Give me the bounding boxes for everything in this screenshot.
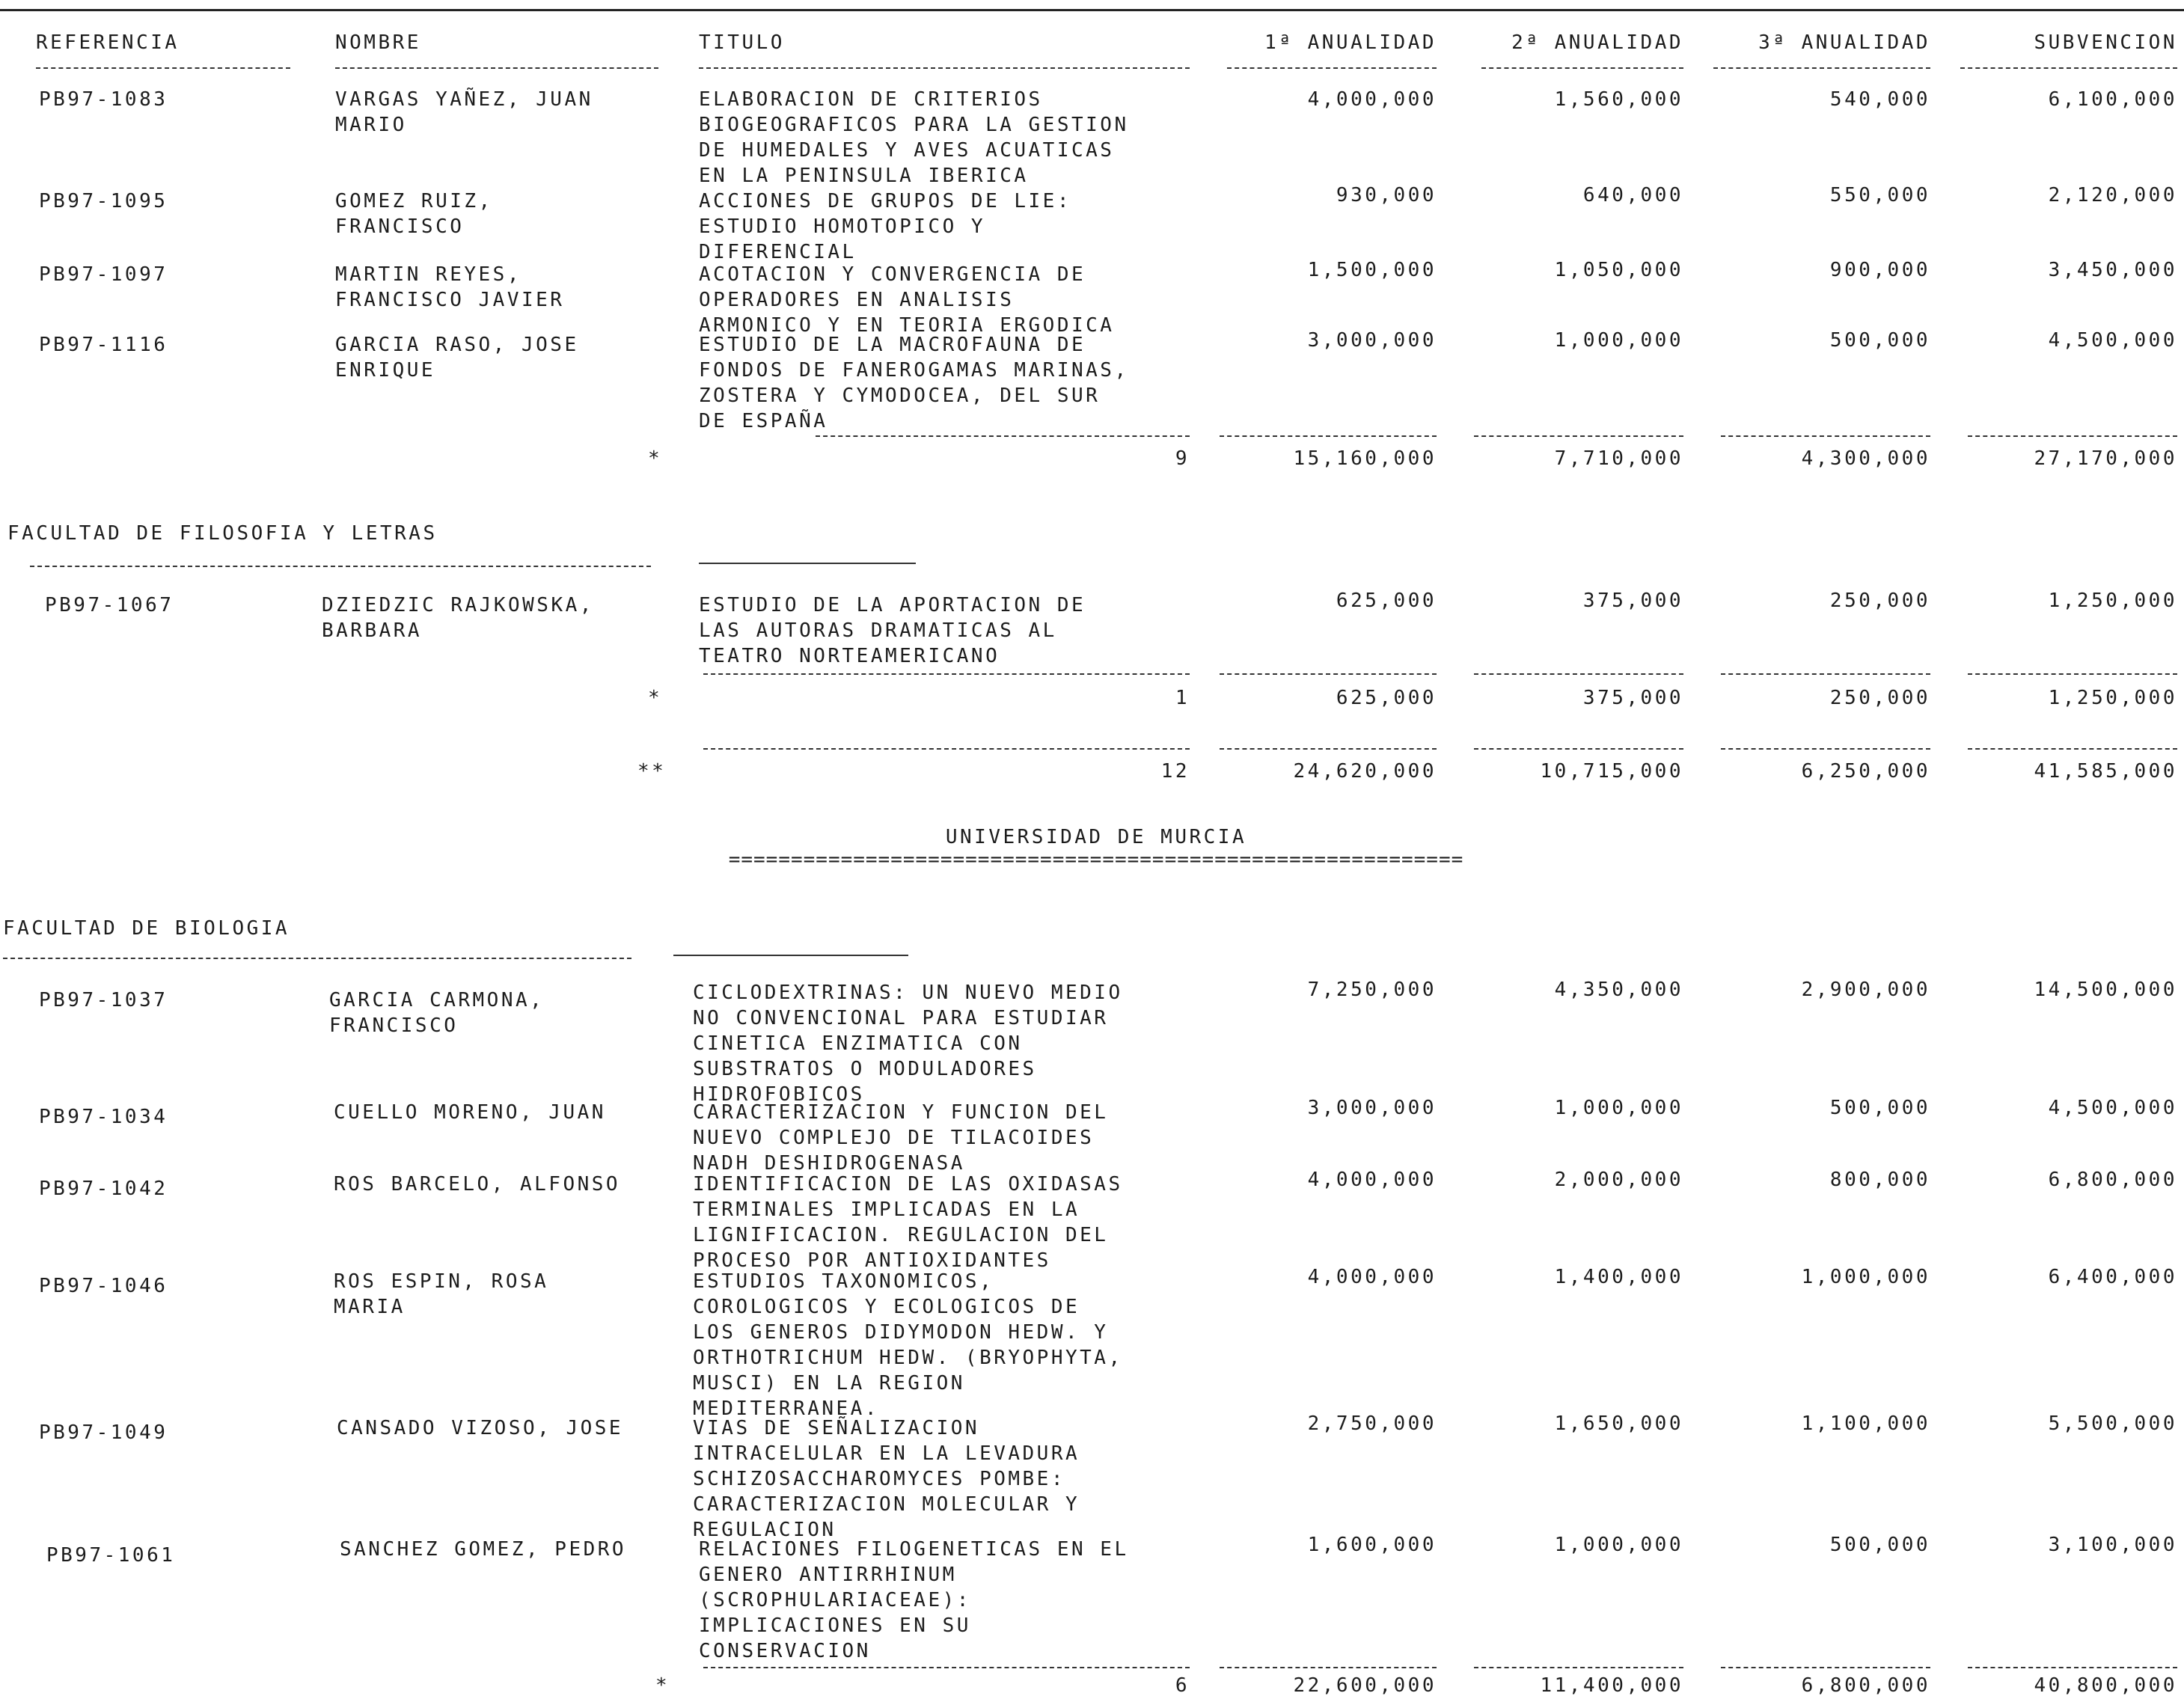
faculty-rule [673,955,908,956]
row-anualidad-1: 625,000 [1336,590,1437,612]
row-anualidad-2: 1,560,000 [1554,88,1683,111]
row-referencia: PB97-1097 [39,263,168,286]
header-nombre: NOMBRE [335,31,421,54]
row-anualidad-2: 1,650,000 [1554,1412,1683,1435]
row-subvencion: 5,500,000 [2048,1412,2177,1435]
subtotal-rule [816,435,1190,437]
row-subvencion: 3,450,000 [2048,259,2177,281]
header-subvencion: SUBVENCION [2034,31,2177,54]
row-subvencion: 6,800,000 [2048,1169,2177,1191]
row-titulo: ELABORACION DE CRITERIOS BIOGEOGRAFICOS PARA LA GESTION DE HUMEDALES Y AVES ACUATICAS EN LA PENINSULA IBERICA [699,88,1129,187]
row-titulo: CICLODEXTRINAS: UN NUEVO MEDIO NO CONVENCIONAL PARA ESTUDIAR CINETICA ENZIMATICA CON SUBSTRATOS O MODULADORES HIDROFOBICOS [693,982,1123,1106]
row-anualidad-1: 4,000,000 [1307,1266,1437,1288]
university-underline: =========================================================== [728,848,1464,871]
total-anualidad-1: 24,620,000 [1293,760,1437,783]
row-subvencion: 4,500,000 [2048,329,2177,352]
faculty-heading: FACULTAD DE BIOLOGIA [3,917,290,940]
row-anualidad-2: 640,000 [1582,184,1683,206]
row-nombre: GOMEZ RUIZ, FRANCISCO [335,190,493,238]
total-rule [1474,748,1683,750]
row-anualidad-2: 375,000 [1582,590,1683,612]
row-anualidad-3: 250,000 [1829,590,1930,612]
row-referencia: PB97-1083 [39,88,168,111]
row-titulo: ESTUDIOS TAXONOMICOS, COROLOGICOS Y ECOLOGICOS DE LOS GENEROS DIDYMODON HEDW. Y ORTHOTRICHUM HEDW. (BRYOPHYTA, MUSCI) EN LA REGION MEDITERRANEA. [693,1270,1123,1420]
row-nombre: ROS BARCELO, ALFONSO [334,1173,621,1196]
row-anualidad-1: 1,500,000 [1307,259,1437,281]
row-anualidad-2: 1,050,000 [1554,259,1683,281]
subtotal-anualidad-1: 625,000 [1336,687,1437,709]
row-referencia: PB97-1046 [39,1275,168,1297]
total-anualidad-3: 6,250,000 [1801,760,1930,783]
subtotal-subvencion: 40,800,000 [2034,1674,2177,1697]
row-nombre: GARCIA CARMONA, FRANCISCO [329,989,545,1037]
row-referencia: PB97-1034 [39,1106,168,1128]
subtotal-rule [1220,1667,1437,1668]
row-referencia: PB97-1067 [45,594,174,616]
row-titulo: IDENTIFICACION DE LAS OXIDASAS TERMINALES IMPLICADAS EN LA LIGNIFICACION. REGULACION DEL PROCESO POR ANTIOXIDANTES [693,1173,1123,1272]
row-subvencion: 2,120,000 [2048,184,2177,206]
row-referencia: PB97-1095 [39,190,168,212]
subtotal-rule [703,1667,1190,1668]
header-rule [1481,67,1683,69]
row-subvencion: 3,100,000 [2048,1534,2177,1556]
row-nombre: SANCHEZ GOMEZ, PEDRO [340,1538,627,1561]
row-subvencion: 6,100,000 [2048,88,2177,111]
total-rule [1220,748,1437,750]
subtotal-rule [1721,435,1930,437]
header-rule [1227,67,1437,69]
row-anualidad-2: 1,000,000 [1554,1534,1683,1556]
row-anualidad-2: 4,350,000 [1554,979,1683,1001]
row-nombre: CUELLO MORENO, JUAN [334,1101,606,1124]
total-count: 12 [1160,760,1190,783]
row-anualidad-1: 1,600,000 [1307,1534,1437,1556]
row-nombre: DZIEDZIC RAJKOWSKA, BARBARA [322,594,594,642]
row-titulo: CARACTERIZACION Y FUNCION DEL NUEVO COMPLEJO DE TILACOIDES NADH DESHIDROGENASA [693,1101,1109,1175]
row-anualidad-2: 1,000,000 [1554,1097,1683,1119]
header-referencia: REFERENCIA [36,31,180,54]
faculty-rule [3,958,631,959]
row-subvencion: 6,400,000 [2048,1266,2177,1288]
row-anualidad-2: 1,000,000 [1554,329,1683,352]
row-anualidad-3: 2,900,000 [1801,979,1930,1001]
subtotal-rule [1968,673,2177,675]
header-rule [1960,67,2177,69]
subtotal-rule [703,673,1190,675]
subtotal-mark: * [655,1674,670,1697]
university-heading: UNIVERSIDAD DE MURCIA [945,826,1247,848]
total-anualidad-2: 10,715,000 [1540,760,1683,783]
row-anualidad-3: 500,000 [1829,1534,1930,1556]
header-anualidad-1: 1ª ANUALIDAD [1264,31,1437,54]
row-anualidad-1: 7,250,000 [1307,979,1437,1001]
row-titulo: RELACIONES FILOGENETICAS EN EL GENERO ANTIRRHINUM (SCROPHULARIACEAE): IMPLICACIONES EN SU CONSERVACION [699,1538,1129,1662]
subtotal-count: 1 [1175,687,1190,709]
row-nombre: MARTIN REYES, FRANCISCO JAVIER [335,263,565,311]
header-rule [699,67,1190,69]
subtotal-rule [1968,1667,2177,1668]
total-subvencion: 41,585,000 [2034,760,2177,783]
row-anualidad-3: 900,000 [1829,259,1930,281]
row-titulo: ESTUDIO DE LA APORTACION DE LAS AUTORAS DRAMATICAS AL TEATRO NORTEAMERICANO [699,594,1086,667]
row-anualidad-3: 550,000 [1829,184,1930,206]
row-anualidad-2: 2,000,000 [1554,1169,1683,1191]
subtotal-rule [1968,435,2177,437]
subtotal-count: 6 [1175,1674,1190,1697]
row-referencia: PB97-1042 [39,1178,168,1200]
header-rule [36,67,290,69]
faculty-rule [699,563,916,564]
row-referencia: PB97-1037 [39,989,168,1011]
faculty-heading: FACULTAD DE FILOSOFIA Y LETRAS [7,522,438,545]
subtotal-rule [1220,673,1437,675]
row-subvencion: 4,500,000 [2048,1097,2177,1119]
row-anualidad-3: 800,000 [1829,1169,1930,1191]
row-anualidad-3: 500,000 [1829,1097,1930,1119]
row-anualidad-3: 1,100,000 [1801,1412,1930,1435]
subtotal-rule [1721,673,1930,675]
row-titulo: ACCIONES DE GRUPOS DE LIE: ESTUDIO HOMOTOPICO Y DIFERENCIAL [699,190,1071,263]
row-referencia: PB97-1061 [46,1544,176,1567]
subtotal-mark: * [648,687,663,709]
subtotal-anualidad-3: 6,800,000 [1801,1674,1930,1697]
subtotal-anualidad-1: 15,160,000 [1293,447,1437,470]
row-anualidad-1: 2,750,000 [1307,1412,1437,1435]
subtotal-rule [1721,1667,1930,1668]
top-border [0,9,2184,11]
row-titulo: ACOTACION Y CONVERGENCIA DE OPERADORES EN ANALISIS ARMONICO Y EN TEORIA ERGODICA [699,263,1115,337]
header-anualidad-3: 3ª ANUALIDAD [1758,31,1930,54]
row-anualidad-3: 540,000 [1829,88,1930,111]
faculty-rule [30,566,651,567]
row-anualidad-3: 1,000,000 [1801,1266,1930,1288]
subtotal-anualidad-3: 250,000 [1829,687,1930,709]
row-referencia: PB97-1116 [39,334,168,356]
total-mark: ** [637,760,667,783]
subtotal-count: 9 [1175,447,1190,470]
header-rule [1713,67,1930,69]
row-nombre: ROS ESPIN, ROSA MARIA [334,1270,549,1318]
subtotal-rule [1474,673,1683,675]
row-anualidad-3: 500,000 [1829,329,1930,352]
total-rule [1721,748,1930,750]
row-anualidad-2: 1,400,000 [1554,1266,1683,1288]
row-titulo: VIAS DE SEÑALIZACION INTRACELULAR EN LA LEVADURA SCHIZOSACCHAROMYCES POMBE: CARACTERIZACION MOLECULAR Y REGULACION [693,1417,1080,1541]
row-anualidad-1: 4,000,000 [1307,88,1437,111]
row-anualidad-1: 3,000,000 [1307,1097,1437,1119]
row-anualidad-1: 3,000,000 [1307,329,1437,352]
subtotal-subvencion: 27,170,000 [2034,447,2177,470]
row-titulo: ESTUDIO DE LA MACROFAUNA DE FONDOS DE FANEROGAMAS MARINAS, ZOSTERA Y CYMODOCEA, DEL SUR DE ESPAÑA [699,334,1129,432]
subtotal-anualidad-1: 22,600,000 [1293,1674,1437,1697]
subtotal-rule [1474,1667,1683,1668]
subtotal-mark: * [648,447,663,470]
subtotal-anualidad-2: 375,000 [1582,687,1683,709]
row-nombre: GARCIA RASO, JOSE ENRIQUE [335,334,579,382]
header-anualidad-2: 2ª ANUALIDAD [1511,31,1683,54]
row-anualidad-1: 930,000 [1336,184,1437,206]
row-nombre: VARGAS YAÑEZ, JUAN MARIO [335,88,593,136]
row-referencia: PB97-1049 [39,1421,168,1444]
subtotal-anualidad-3: 4,300,000 [1801,447,1930,470]
subtotal-subvencion: 1,250,000 [2048,687,2177,709]
subtotal-rule [1220,435,1437,437]
row-nombre: CANSADO VIZOSO, JOSE [337,1417,624,1439]
row-subvencion: 14,500,000 [2034,979,2177,1001]
subtotal-anualidad-2: 7,710,000 [1554,447,1683,470]
row-subvencion: 1,250,000 [2048,590,2177,612]
total-rule [703,748,1190,750]
header-titulo: TITULO [699,31,785,54]
subtotal-rule [1474,435,1683,437]
header-rule [335,67,658,69]
subtotal-anualidad-2: 11,400,000 [1540,1674,1683,1697]
row-anualidad-1: 4,000,000 [1307,1169,1437,1191]
total-rule [1968,748,2177,750]
